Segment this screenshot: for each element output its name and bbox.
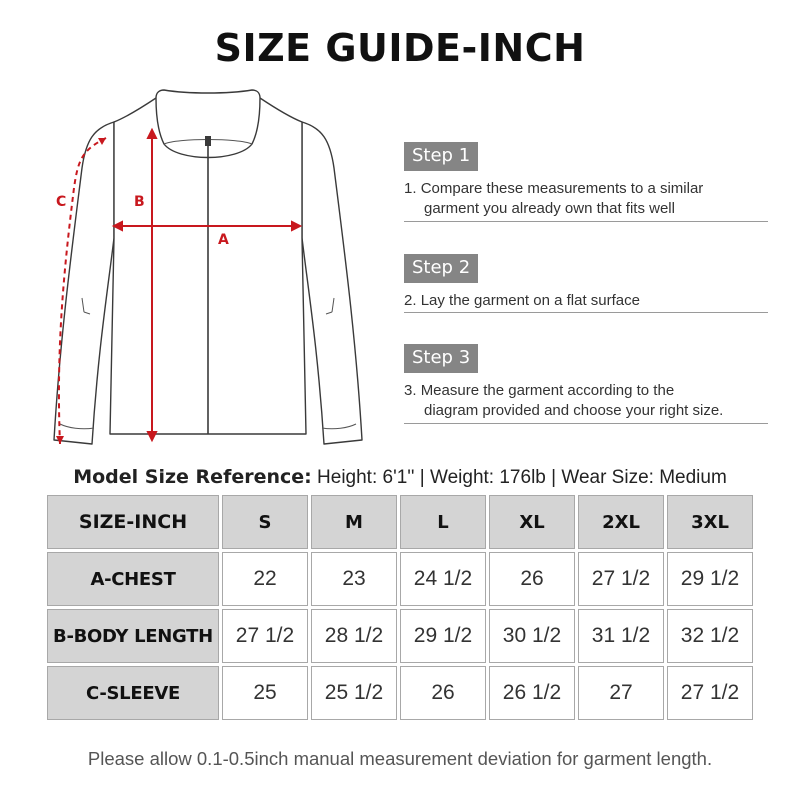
table-row	[47, 552, 753, 606]
table-cell: 26	[489, 552, 575, 606]
step-1-number: 1.	[404, 180, 417, 197]
table-cell: 30 1/2	[489, 609, 575, 663]
size-column-header: 2XL	[578, 495, 664, 549]
step-1-line-2: garment you already own that fits well	[424, 200, 675, 217]
step-3-divider	[404, 423, 768, 424]
step-1-line-1: Compare these measurements to a similar	[420, 180, 704, 197]
table-cell: 29 1/2	[667, 552, 753, 606]
step-3-line-1: Measure the garment according to the	[420, 382, 675, 399]
table-cell: 25	[222, 666, 308, 720]
step-3-text	[404, 381, 768, 421]
table-cell: 23	[311, 552, 397, 606]
step-1-badge: Step 1	[404, 142, 478, 171]
step-2-text	[404, 291, 768, 311]
size-table-header-row	[47, 495, 753, 549]
jacket-left-sleeve	[54, 122, 114, 444]
model-reference-label: Model Size Reference:	[73, 466, 312, 488]
measure-label-c: C	[56, 194, 67, 210]
table-cell: 27 1/2	[667, 666, 753, 720]
model-size-reference	[0, 466, 800, 489]
page-title: SIZE GUIDE-INCH	[214, 26, 586, 70]
table-cell: 24 1/2	[400, 552, 486, 606]
measure-label-a: A	[218, 232, 229, 248]
size-column-header: 3XL	[667, 495, 753, 549]
step-3-line-2: diagram provided and choose your right size.	[424, 402, 724, 419]
table-cell: 26 1/2	[489, 666, 575, 720]
table-cell: 27 1/2	[578, 552, 664, 606]
size-column-header: XL	[489, 495, 575, 549]
table-cell: 25 1/2	[311, 666, 397, 720]
size-column-header: L	[400, 495, 486, 549]
step-2-badge: Step 2	[404, 254, 478, 283]
step-3	[404, 344, 768, 421]
jacket-diagram	[38, 88, 378, 450]
step-1-text	[404, 179, 768, 219]
step-1-divider	[404, 221, 768, 222]
table-cell: 27 1/2	[222, 609, 308, 663]
size-column-header: M	[311, 495, 397, 549]
table-row	[47, 666, 753, 720]
step-2-divider	[404, 312, 768, 313]
table-cell: 26	[400, 666, 486, 720]
step-2-line-1: Lay the garment on a flat surface	[420, 292, 640, 309]
step-3-badge: Step 3	[404, 344, 478, 373]
step-3-number: 3.	[404, 382, 417, 399]
measure-label-b: B	[134, 194, 145, 210]
table-cell: 27	[578, 666, 664, 720]
size-table-corner-header: SIZE-INCH	[47, 495, 219, 549]
table-cell: 29 1/2	[400, 609, 486, 663]
row-label-sleeve: C-SLEEVE	[47, 666, 219, 720]
row-label-body-length: B-BODY LENGTH	[47, 609, 219, 663]
table-cell: 32 1/2	[667, 609, 753, 663]
table-cell: 28 1/2	[311, 609, 397, 663]
size-column-header: S	[222, 495, 308, 549]
step-1	[404, 142, 768, 219]
row-label-chest: A-CHEST	[47, 552, 219, 606]
table-cell: 31 1/2	[578, 609, 664, 663]
model-reference-details: Height: 6'1'' | Weight: 176lb | Wear Size: Medium	[317, 467, 727, 488]
size-table	[44, 492, 756, 723]
step-2	[404, 254, 768, 311]
table-cell: 22	[222, 552, 308, 606]
table-row	[47, 609, 753, 663]
step-2-number: 2.	[404, 292, 417, 309]
jacket-right-sleeve	[302, 122, 362, 444]
measurement-note: Please allow 0.1-0.5inch manual measurement deviation for garment length.	[87, 748, 713, 769]
